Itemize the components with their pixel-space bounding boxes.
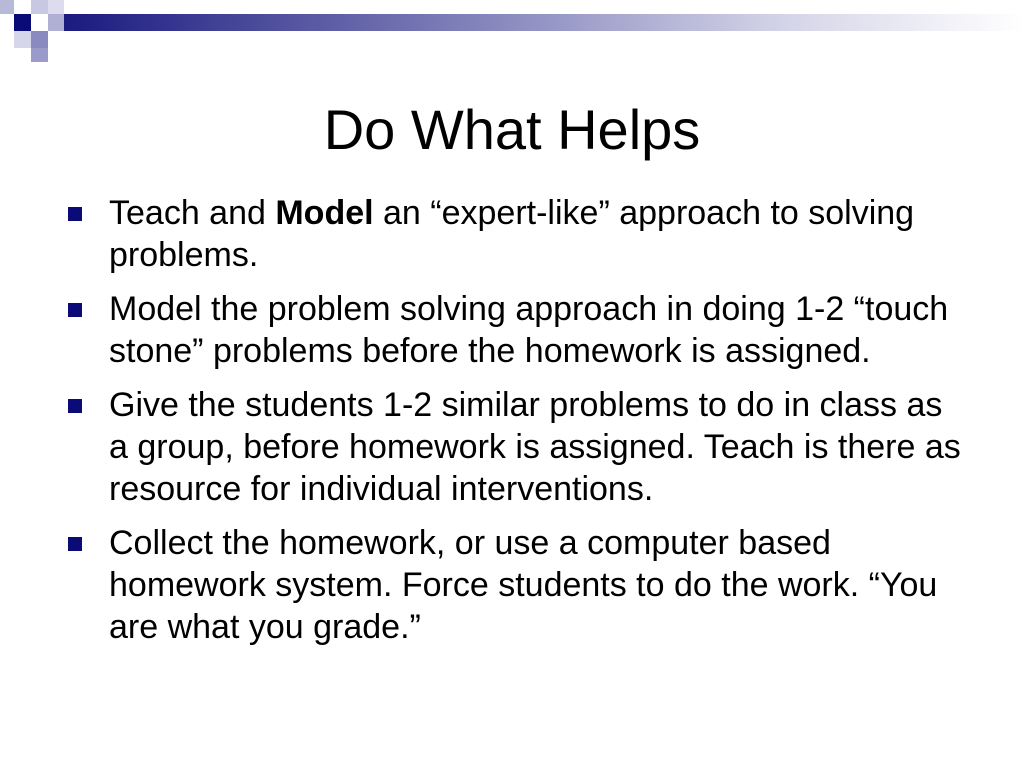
deco-square (14, 31, 31, 48)
list-item (68, 192, 968, 276)
deco-square (31, 0, 48, 14)
bullet-text: Model the problem solving approach in doing 1-2 “touch stone” problems before the homework is assigned. (109, 290, 949, 370)
deco-square (0, 0, 14, 14)
bullet-text: Collect the homework, or use a computer based homework system. Force students to do the work. “You are what you grade.” (109, 524, 938, 646)
slide-title: Do What Helps (323, 98, 701, 161)
bullet-text (109, 192, 968, 276)
deco-square (14, 14, 31, 31)
bullet-list (68, 192, 968, 660)
square-bullet-icon (68, 303, 82, 317)
list-item (68, 522, 968, 648)
header-gradient-band (64, 14, 1024, 31)
square-bullet-icon (68, 537, 82, 551)
deco-square (48, 14, 64, 31)
header-decoration (0, 0, 1024, 64)
square-bullet-icon (68, 207, 82, 221)
square-bullet-icon (68, 399, 82, 413)
bullet-text: Give the students 1-2 similar problems to do in class as a group, before homework is assigned. Teach is there as resource for individual interventions. (109, 386, 961, 508)
deco-square (31, 31, 48, 48)
bullet-text-bold: Model (275, 194, 374, 232)
list-item (68, 384, 968, 510)
deco-square (31, 48, 48, 62)
list-item (68, 288, 968, 372)
deco-square (48, 0, 64, 14)
bullet-text-post: an “expert-like” approach to solving problems. (109, 194, 915, 274)
bullet-text-pre: Teach and (109, 194, 276, 232)
